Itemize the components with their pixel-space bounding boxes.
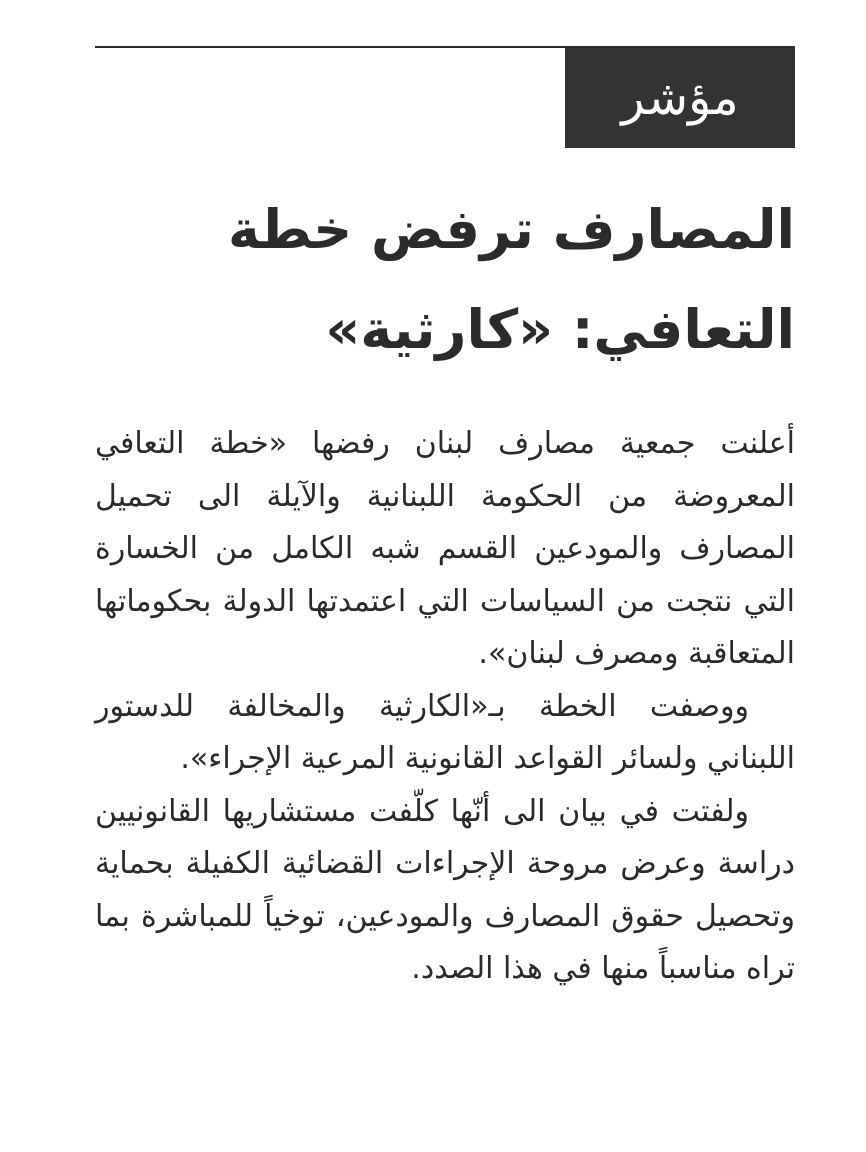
paragraph-3: ولفتت في بيان الى أنّها كلّفت مستشاريها القانونيين دراسة وعرض مروحة الإجراءات القضائية الكفيلة بحماية وتحصيل حقوق المصارف والمودعين، توخياً للمباشرة بما تراه مناسباً منها في هذا الصدد. (95, 793, 795, 986)
headline-line-2: التعافي: «كارثية» (325, 298, 795, 361)
headline (95, 180, 795, 380)
paragraph-1: أعلنت جمعية مصارف لبنان رفضها «خطة التعافي المعروضة من الحكومة اللبنانية والآيلة الى تحميل المصارف والمودعين القسم شبه الكامل من الخسارة التي نتجت من السياسات التي اعتمدتها الدولة بحكوماتها المتعاقبة ومصرف لبنان». (95, 426, 795, 671)
article-body (95, 418, 795, 996)
section-label: مؤشر (565, 48, 795, 148)
paragraph-2: ووصفت الخطة بـ«الكارثية والمخالفة للدستور اللبناني ولسائر القواعد القانونية المرعية الإجراء». (95, 688, 795, 776)
headline-line-1: المصارف ترفض خطة (227, 198, 795, 261)
